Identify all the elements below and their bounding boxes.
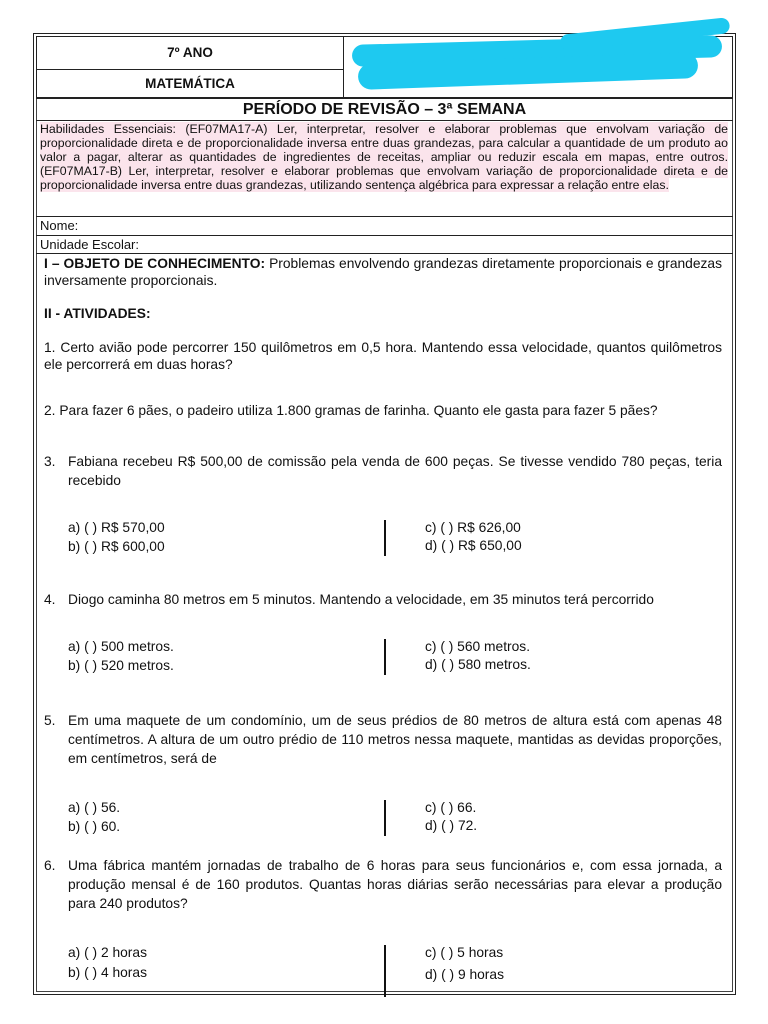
objeto-text: Problemas envolvendo grandezas diretamente proporcionais e grandezas inversamente proporcionais. (44, 256, 722, 288)
question-5-number: 5. (44, 713, 56, 728)
question-5 (44, 711, 722, 768)
q4-option-a[interactable]: a) ( ) 500 metros. (68, 639, 174, 654)
q5-option-b[interactable]: b) ( ) 60. (68, 819, 121, 834)
question-4-number: 4. (44, 592, 56, 607)
q3-divider (384, 520, 386, 556)
question-1 (44, 339, 722, 373)
question-6-number: 6. (44, 858, 56, 873)
skills-text (40, 122, 728, 192)
question-3-number: 3. (44, 454, 56, 469)
school-field[interactable] (36, 235, 733, 253)
question-6 (44, 856, 722, 913)
q4-divider (384, 639, 386, 675)
q4-option-b[interactable]: b) ( ) 520 metros. (68, 658, 174, 673)
q6-divider (384, 945, 386, 997)
question-4 (44, 590, 722, 609)
school-label: Unidade Escolar: (40, 237, 139, 252)
question-5-text: Em uma maquete de um condomínio, um de seus prédios de 80 metros de altura está com apenas 48 centímetros. A altura de um outro prédio de 110 metros nessa maquete, mantidas as devidas proporções, em centímetros, será de (68, 713, 722, 766)
name-field[interactable] (36, 216, 733, 234)
subject-label: MATEMÁTICA (145, 76, 235, 91)
objeto-section (44, 255, 722, 289)
q6-option-b[interactable]: b) ( ) 4 horas (68, 965, 147, 980)
q5-option-c[interactable]: c) ( ) 66. (425, 800, 477, 815)
name-label: Nome: (40, 218, 79, 233)
q3-option-d[interactable]: d) ( ) R$ 650,00 (425, 538, 522, 553)
q3-option-c[interactable]: c) ( ) R$ 626,00 (425, 520, 521, 535)
atividades-label: II - ATIVIDADES: (44, 306, 151, 321)
question-2 (44, 402, 722, 419)
q3-option-b[interactable]: b) ( ) R$ 600,00 (68, 539, 165, 554)
q6-option-c[interactable]: c) ( ) 5 horas (425, 945, 504, 960)
q6-option-a[interactable]: a) ( ) 2 horas (68, 945, 147, 960)
question-2-text: 2. Para fazer 6 pães, o padeiro utiliza 1.800 gramas de farinha. Quanto ele gasta para fazer 5 pães? (44, 403, 658, 418)
question-3-text: Fabiana recebeu R$ 500,00 de comissão pela venda de 600 peças. Se tivesse vendido 780 peças, teria recebido (68, 454, 722, 488)
question-4-text: Diogo caminha 80 metros em 5 minutos. Mantendo a velocidade, em 35 minutos terá percorrido (68, 592, 654, 607)
q5-option-d[interactable]: d) ( ) 72. (425, 818, 478, 833)
q5-divider (384, 800, 386, 836)
q5-option-a[interactable]: a) ( ) 56. (68, 800, 121, 815)
q6-option-d[interactable]: d) ( ) 9 horas (425, 967, 504, 982)
question-6-text: Uma fábrica mantém jornadas de trabalho de 6 horas para seus funcionários e, com essa jornada, a produção mensal é de 160 produtos. Quantas horas diárias serão necessárias para elevar a produção para 240 produtos? (68, 858, 722, 911)
atividades-heading (44, 305, 722, 322)
q4-option-c[interactable]: c) ( ) 560 metros. (425, 639, 531, 654)
skills-text-content: Habilidades Essenciais: (EF07MA17-A) Ler, interpretar, resolver e elaborar problemas que envolvam variação de proporcionalidade direta e de proporcionalidade inversa entre duas grandezas, para calcular a quantidade de um produto ao valor a pagar, alterar as quantidades de ingredientes de receitas, ampliar ou reduzir escala em mapas, entre outros. (EF07MA17-B) Ler, interpretar, resolver e elaborar problemas que envolvam variação de proporcionalidade direta e de proporcionalidade inversa entre duas grandezas, utilizando sentença algébrica para expressar a relação entre elas. (40, 122, 728, 193)
header-grade-cell (36, 36, 344, 70)
question-1-text: 1. Certo avião pode percorrer 150 quilômetros em 0,5 hora. Mantendo essa velocidade, quantos quilômetros ele percorrerá em duas horas? (44, 340, 722, 372)
q3-option-a[interactable]: a) ( ) R$ 570,00 (68, 520, 165, 535)
objeto-label: I – OBJETO DE CONHECIMENTO: (44, 256, 266, 271)
q4-option-d[interactable]: d) ( ) 580 metros. (425, 657, 531, 672)
period-title: PERÍODO DE REVISÃO – 3ª SEMANA (36, 98, 733, 121)
grade-label: 7º ANO (167, 45, 213, 60)
question-3 (44, 452, 722, 490)
header-subject-cell (36, 69, 344, 98)
